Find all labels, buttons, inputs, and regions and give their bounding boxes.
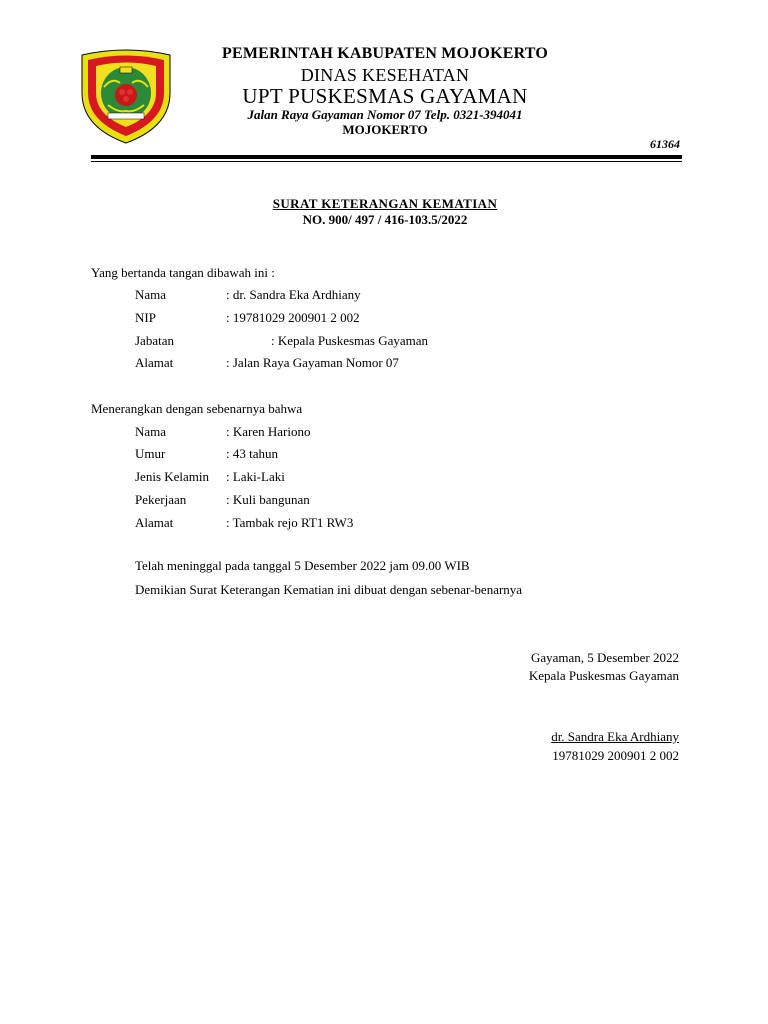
signer-address-value: : Jalan Raya Gayaman Nomor 07 bbox=[226, 355, 399, 370]
signer-nip-value: : 19781029 200901 2 002 bbox=[226, 310, 360, 325]
letterhead-postal-code: 61364 bbox=[650, 137, 680, 151]
subject-occupation-value: : Kuli bangunan bbox=[226, 492, 310, 507]
signature-place-date: Gayaman, 5 Desember 2022 bbox=[530, 650, 679, 665]
signature-name bbox=[420, 729, 679, 745]
subject-occupation-label: Pekerjaan bbox=[135, 492, 187, 507]
letterhead-government: PEMERINTAH KABUPATEN MOJOKERTO bbox=[221, 45, 549, 62]
letterhead-address: Jalan Raya Gayaman Nomor 07 Telp. 0321-394041 bbox=[247, 107, 523, 122]
letterhead-divider-thick bbox=[91, 155, 682, 159]
subject-age-label: Umur bbox=[135, 446, 166, 461]
document-title: SURAT KETERANGAN KEMATIAN bbox=[272, 196, 498, 211]
signature-name-text: dr. Sandra Eka Ardhiany bbox=[551, 729, 679, 744]
signer-nip-label: NIP bbox=[135, 310, 156, 325]
signer-address-label: Alamat bbox=[135, 355, 174, 370]
signer-intro: Yang bertanda tangan dibawah ini : bbox=[91, 265, 275, 280]
subject-address-value: : Tambak rejo RT1 RW3 bbox=[226, 515, 354, 530]
signer-name-value: : dr. Sandra Eka Ardhiany bbox=[226, 287, 361, 302]
subject-gender-value: : Laki-Laki bbox=[226, 469, 285, 484]
subject-intro: Menerangkan dengan sebenarnya bahwa bbox=[91, 401, 303, 416]
signer-position-value: : Kepala Puskesmas Gayaman bbox=[271, 333, 429, 348]
subject-name-label: Nama bbox=[135, 424, 167, 439]
signature-position: Kepala Puskesmas Gayaman bbox=[528, 668, 679, 683]
subject-address-label: Alamat bbox=[135, 515, 174, 530]
document-number: NO. 900/ 497 / 416-103.5/2022 bbox=[302, 212, 468, 227]
signer-name-label: Nama bbox=[135, 287, 167, 302]
death-statement: Telah meninggal pada tanggal 5 Desember 2022 jam 09.00 WIB bbox=[135, 558, 470, 573]
subject-gender-label: Jenis Kelamin bbox=[135, 469, 210, 484]
letterhead-divider-thin bbox=[91, 161, 682, 162]
closing-statement: Demikian Surat Keterangan Kematian ini dibuat dengan sebenar-benarnya bbox=[135, 582, 523, 597]
letterhead-institution: UPT PUSKESMAS GAYAMAN bbox=[242, 84, 528, 108]
signature-nip: 19781029 200901 2 002 bbox=[552, 748, 679, 763]
subject-name-value: : Karen Hariono bbox=[226, 424, 311, 439]
letterhead-agency: DINAS KESEHATAN bbox=[300, 65, 470, 85]
subject-age-value: : 43 tahun bbox=[226, 446, 278, 461]
letterhead-city: MOJOKERTO bbox=[342, 122, 428, 137]
signer-position-label: Jabatan bbox=[135, 333, 174, 348]
